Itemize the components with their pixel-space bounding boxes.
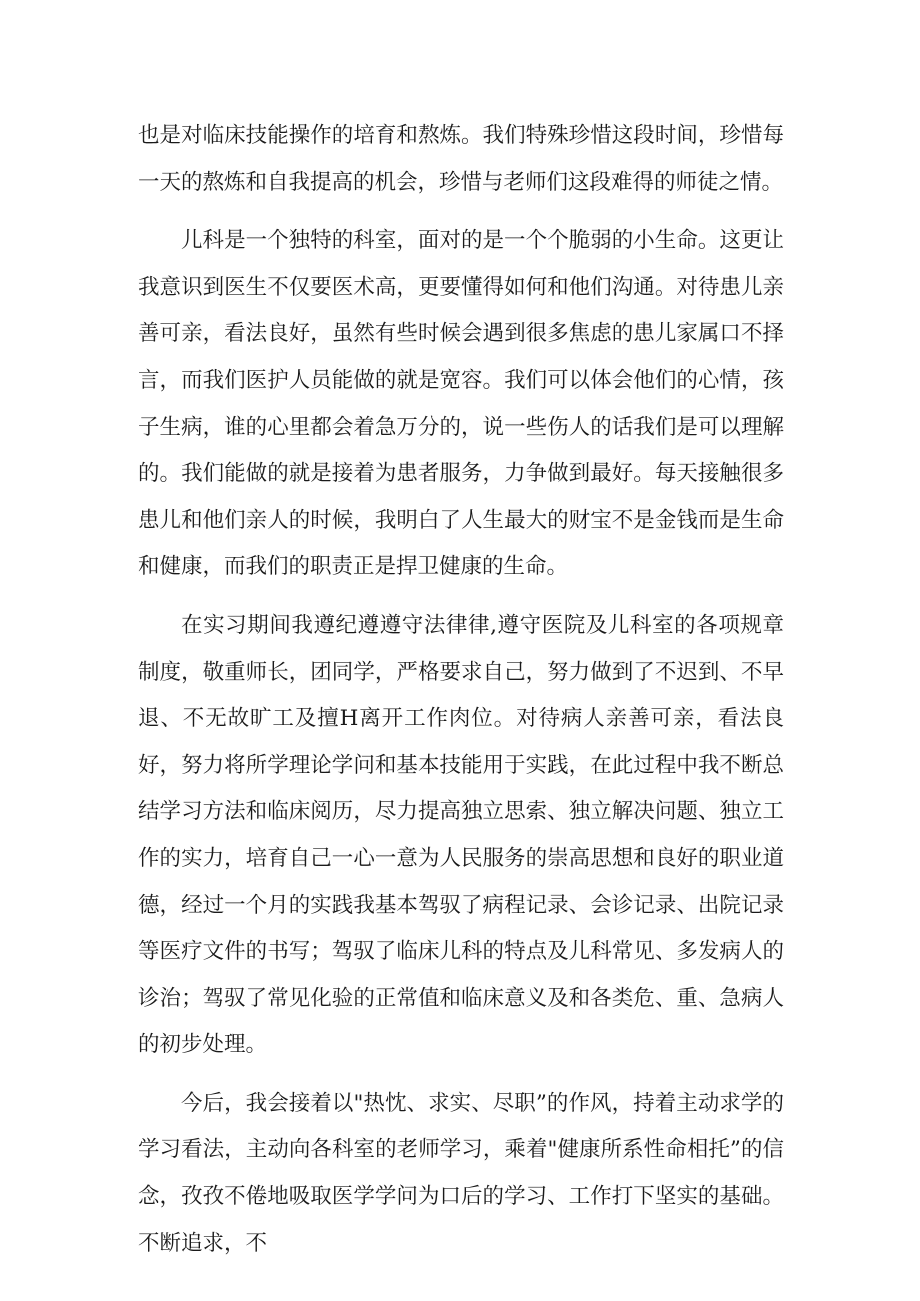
paragraph-continuation: 也是对临床技能操作的培育和熬炼。我们特殊珍惜这段时间，珍惜每一天的熬炼和自我提高的机会，珍惜与老师们这段难得的师徒之情。 xyxy=(138,123,784,195)
paragraph-future: 今后，我会接着以"热忱、求实、尽职”的作风，持着主动求学的学习看法，主动向各科室的老师学习，乘着"健康所系性命相托”的信念，孜孜不倦地吸取医学学问为口后的学习、工作打下坚实的基础。不断追求，不 xyxy=(138,1090,784,1256)
document-body xyxy=(138,113,784,1279)
paragraph-internship-conduct: 在实习期间我遵纪遵遵守法律律,遵守医院及儿科室的各项规章制度，敬重师长，团同学，严格要求自己，努力做到了不迟到、不早退、不无故旷工及擅H离开工作肉位。对待病人亲善可亲，看法良好，努力将所学理论学问和基本技能用于实践，在此过程中我不断总结学习方法和临床阅历，尽力提高独立思索、独立解决问题、独立工作的实力，培育自己一心一意为人民服务的崇高思想和良好的职业道德，经过一个月的实践我基本驾驭了病程记录、会诊记录、出院记录等医疗文件的书写；驾驭了临床儿科的特点及儿科常见、多发病人的诊治；驾驭了常见化验的正常值和临床意义及和各类危、重、急病人的初步处理。 xyxy=(138,612,784,1058)
paragraph-pediatrics: 儿科是一个独特的科室，面对的是一个个脆弱的小生命。这更让我意识到医生不仅要医术高，更要懂得如何和他们沟通。对待患儿亲善可亲，看法良好，虽然有些时候会遇到很多焦虑的患儿家属口不择言，而我们医护人员能做的就是宽容。我们可以体会他们的心情，孩子生病，谁的心里都会着急万分的，说一些伤人的话我们是可以理解的。我们能做的就是接着为患者服务，力争做到最好。每天接触很多患儿和他们亲人的时候，我明白了人生最大的财宝不是金钱而是生命和健康，而我们的职责正是捍卫健康的生命。 xyxy=(138,228,784,580)
